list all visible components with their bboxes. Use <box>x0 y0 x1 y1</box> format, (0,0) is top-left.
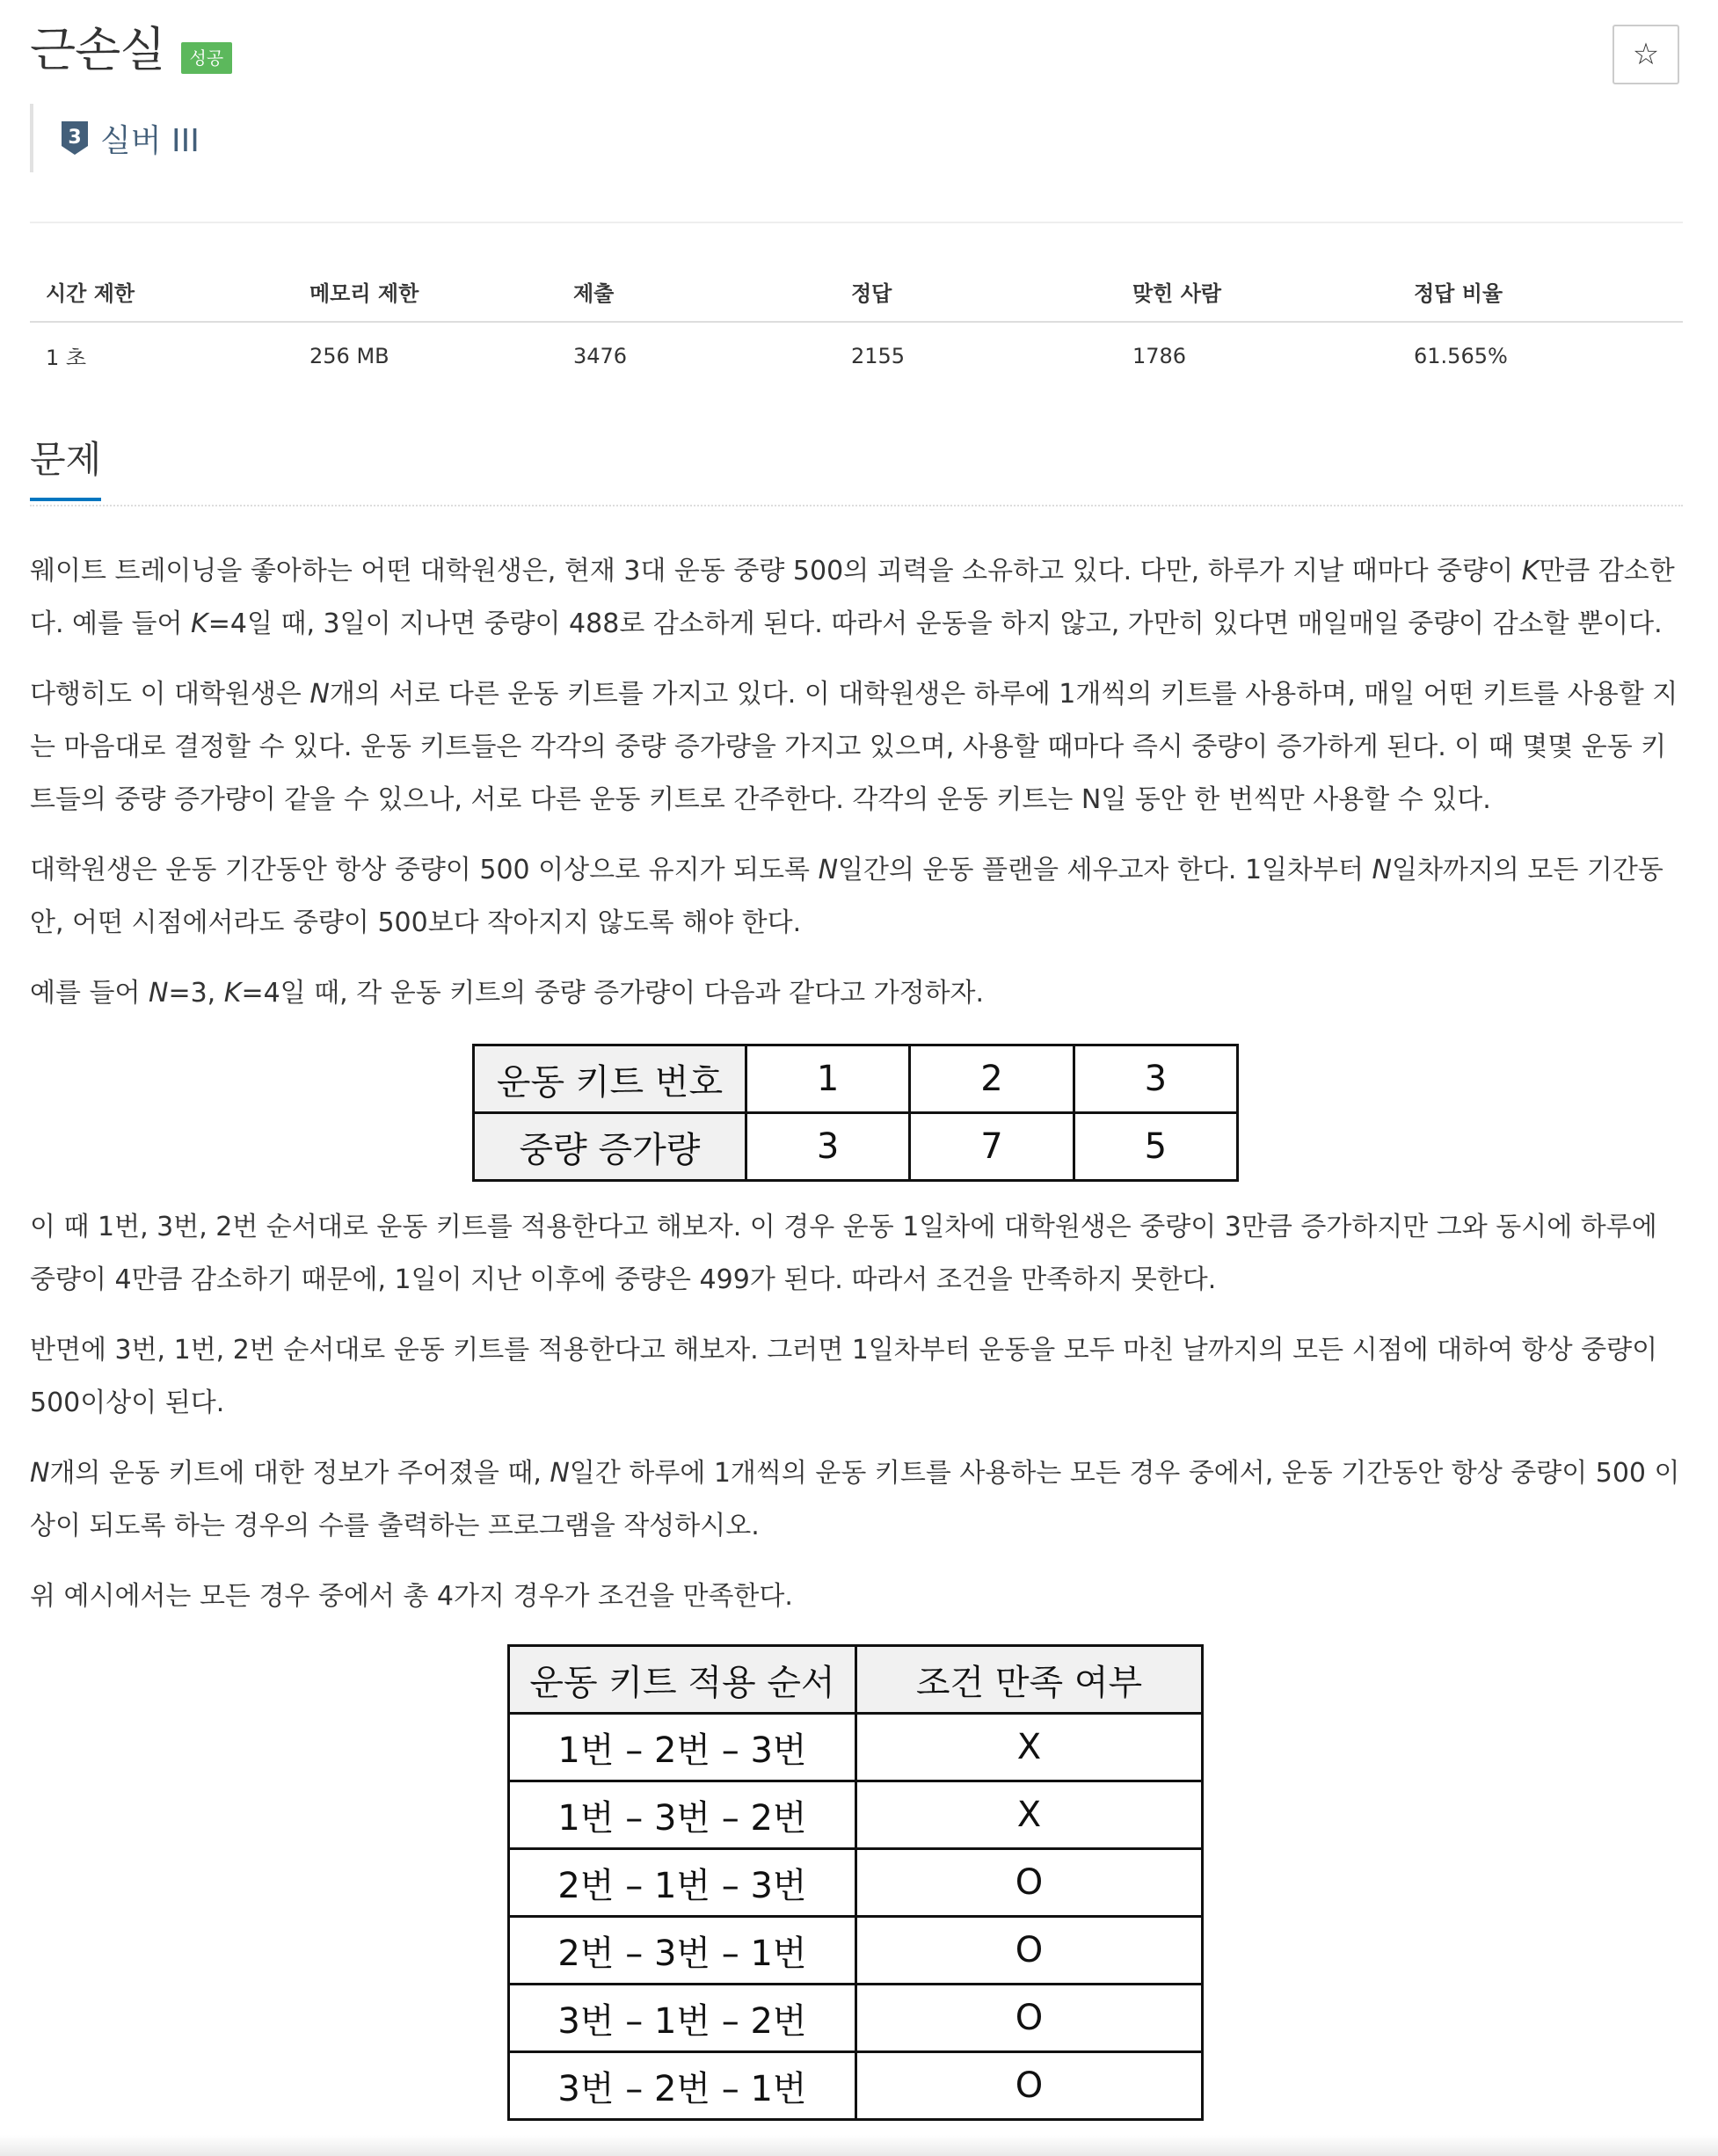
order-cell: 3번 – 1번 – 2번 <box>509 1985 856 2052</box>
problem-paragraph: 예를 들어 N=3, K=4일 때, 각 운동 키트의 중량 증가량이 다음과 같다고 가정하자. <box>30 978 985 1009</box>
table-row <box>509 2052 1203 2120</box>
header-solved-users: 맞힌 사람 <box>1117 262 1398 322</box>
value-submissions: 3476 <box>573 343 628 368</box>
condition-cell: X <box>856 1781 1203 1849</box>
value-accepted: 2155 <box>851 343 906 368</box>
section-header <box>30 438 1683 506</box>
order-cell: 1번 – 3번 – 2번 <box>509 1781 856 1849</box>
bottom-fade <box>0 2135 1718 2156</box>
tier-row <box>30 104 200 172</box>
order-header: 운동 키트 적용 순서 <box>509 1646 856 1714</box>
variable-n: N <box>309 679 330 710</box>
title-row <box>30 22 232 77</box>
info-header-row <box>30 262 1683 322</box>
problem-paragraph: 대학원생은 운동 기간동안 항상 중량이 500 이상으로 유지가 되도록 N일간의 운동 플랜을 세우고자 한다. 1일차부터 N일차까지의 모든 기간동안, 어떤 시점에서라도 중량이 500보다 작아지지 않도록 해야 한다. <box>30 855 1663 938</box>
problem-info-table <box>30 262 1683 389</box>
order-condition-table <box>507 1644 1204 2121</box>
variable-n: N <box>30 1458 50 1489</box>
table-row <box>509 1849 1203 1917</box>
silver-tier-icon <box>60 120 90 157</box>
kit-gain-label: 중량 증가량 <box>474 1113 746 1181</box>
header-time-limit: 시간 제한 <box>30 262 294 322</box>
order-cell: 2번 – 1번 – 3번 <box>509 1849 856 1917</box>
condition-cell: O <box>856 1985 1203 2052</box>
divider <box>30 222 1683 223</box>
kit-number-cell: 3 <box>1074 1045 1237 1113</box>
condition-cell: O <box>856 1849 1203 1917</box>
tier-number: 3 <box>68 127 82 149</box>
header-memory-limit: 메모리 제한 <box>294 262 557 322</box>
kit-gain-cell: 3 <box>746 1113 909 1181</box>
header-submissions: 제출 <box>557 262 835 322</box>
kit-number-cell: 2 <box>910 1045 1074 1113</box>
problem-title: 근손실 <box>30 22 165 77</box>
kit-number-row <box>474 1045 1238 1113</box>
kit-gain-cell: 7 <box>910 1113 1074 1181</box>
condition-cell: X <box>856 1714 1203 1781</box>
variable-k: K <box>223 978 242 1009</box>
value-time-limit: 1 초 <box>46 346 87 370</box>
table-row <box>509 1714 1203 1781</box>
favorite-star-button[interactable] <box>1612 25 1679 84</box>
condition-cell: O <box>856 1917 1203 1985</box>
variable-n: N <box>550 1458 570 1489</box>
table-row <box>509 1781 1203 1849</box>
kit-gain-row <box>474 1113 1238 1181</box>
kit-gain-table <box>472 1044 1239 1182</box>
problem-paragraph: 이 때 1번, 3번, 2번 순서대로 운동 키트를 적용한다고 해보자. 이 경우 운동 1일차에 대학원생은 중량이 3만큼 증가하지만 그와 동시에 하루에 중량이 4만큼 감소하기 때문에, 1일이 지난 이후에 중량은 499가 된다. 따라서 조건을 만족하지 못한다. <box>30 1212 1657 1295</box>
variable-k: K <box>191 608 208 639</box>
info-value-row <box>30 322 1683 389</box>
section-title: 문제 <box>30 438 101 501</box>
variable-n: N <box>1372 855 1392 885</box>
header-accept-ratio: 정답 비율 <box>1398 262 1683 322</box>
status-badge: 성공 <box>181 42 233 74</box>
value-solved-users: 1786 <box>1132 343 1187 368</box>
problem-paragraph: N개의 운동 키트에 대한 정보가 주어졌을 때, N일간 하루에 1개씩의 운동 키트를 사용하는 모든 경우 중에서, 운동 기간동안 항상 중량이 500 이상이 되도록 하는 경우의 수를 출력하는 프로그램을 작성하시오. <box>30 1458 1680 1541</box>
order-cell: 1번 – 2번 – 3번 <box>509 1714 856 1781</box>
kit-gain-cell: 5 <box>1074 1113 1237 1181</box>
condition-header: 조건 만족 여부 <box>856 1646 1203 1714</box>
order-cell: 3번 – 2번 – 1번 <box>509 2052 856 2120</box>
condition-cell: O <box>856 2052 1203 2120</box>
problem-paragraph: 웨이트 트레이닝을 좋아하는 어떤 대학원생은, 현재 3대 운동 중량 500의 괴력을 소유하고 있다. 다만, 하루가 지날 때마다 중량이 K만큼 감소한다. 예를 들어 K=4일 때, 3일이 지나면 중량이 488로 감소하게 된다. 따라서 운동을 하지 않고, 가만히 있다면 매일매일 중량이 감소할 뿐이다. <box>30 556 1675 639</box>
variable-n: N <box>818 855 839 885</box>
header-accepted: 정답 <box>835 262 1117 322</box>
tier-label: 실버 III <box>100 122 200 159</box>
order-header-row <box>509 1646 1203 1714</box>
variable-k: K <box>1521 556 1540 586</box>
variable-n: N <box>149 978 169 1009</box>
order-cell: 2번 – 3번 – 1번 <box>509 1917 856 1985</box>
problem-paragraph: 위 예시에서는 모든 경우 중에서 총 4가지 경우가 조건을 만족한다. <box>30 1581 793 1612</box>
kit-number-label: 운동 키트 번호 <box>474 1045 746 1113</box>
value-memory-limit: 256 MB <box>309 343 389 368</box>
table-row <box>509 1985 1203 2052</box>
kit-number-cell: 1 <box>746 1045 909 1113</box>
problem-paragraph: 다행히도 이 대학원생은 N개의 서로 다른 운동 키트를 가지고 있다. 이 대학원생은 하루에 1개씩의 키트를 사용하며, 매일 어떤 키트를 사용할 지는 마음대로 결정할 수 있다. 운동 키트들은 각각의 중량 증가량을 가지고 있으며, 사용할 때마다 즉시 중량이 증가하게 된다. 이 때 몇몇 운동 키트들의 중량 증가량이 같을 수 있으나, 서로 다른 운동 키트로 간주한다. 각각의 운동 키트는 N일 동안 한 번씩만 사용할 수 있다. <box>30 679 1678 815</box>
table-row <box>509 1917 1203 1985</box>
problem-paragraph: 반면에 3번, 1번, 2번 순서대로 운동 키트를 적용한다고 해보자. 그러면 1일차부터 운동을 모두 마친 날까지의 모든 시점에 대하여 항상 중량이 500이상이 된다. <box>30 1335 1658 1418</box>
value-accept-ratio: 61.565% <box>1414 343 1508 368</box>
star-icon: ☆ <box>1632 38 1660 71</box>
